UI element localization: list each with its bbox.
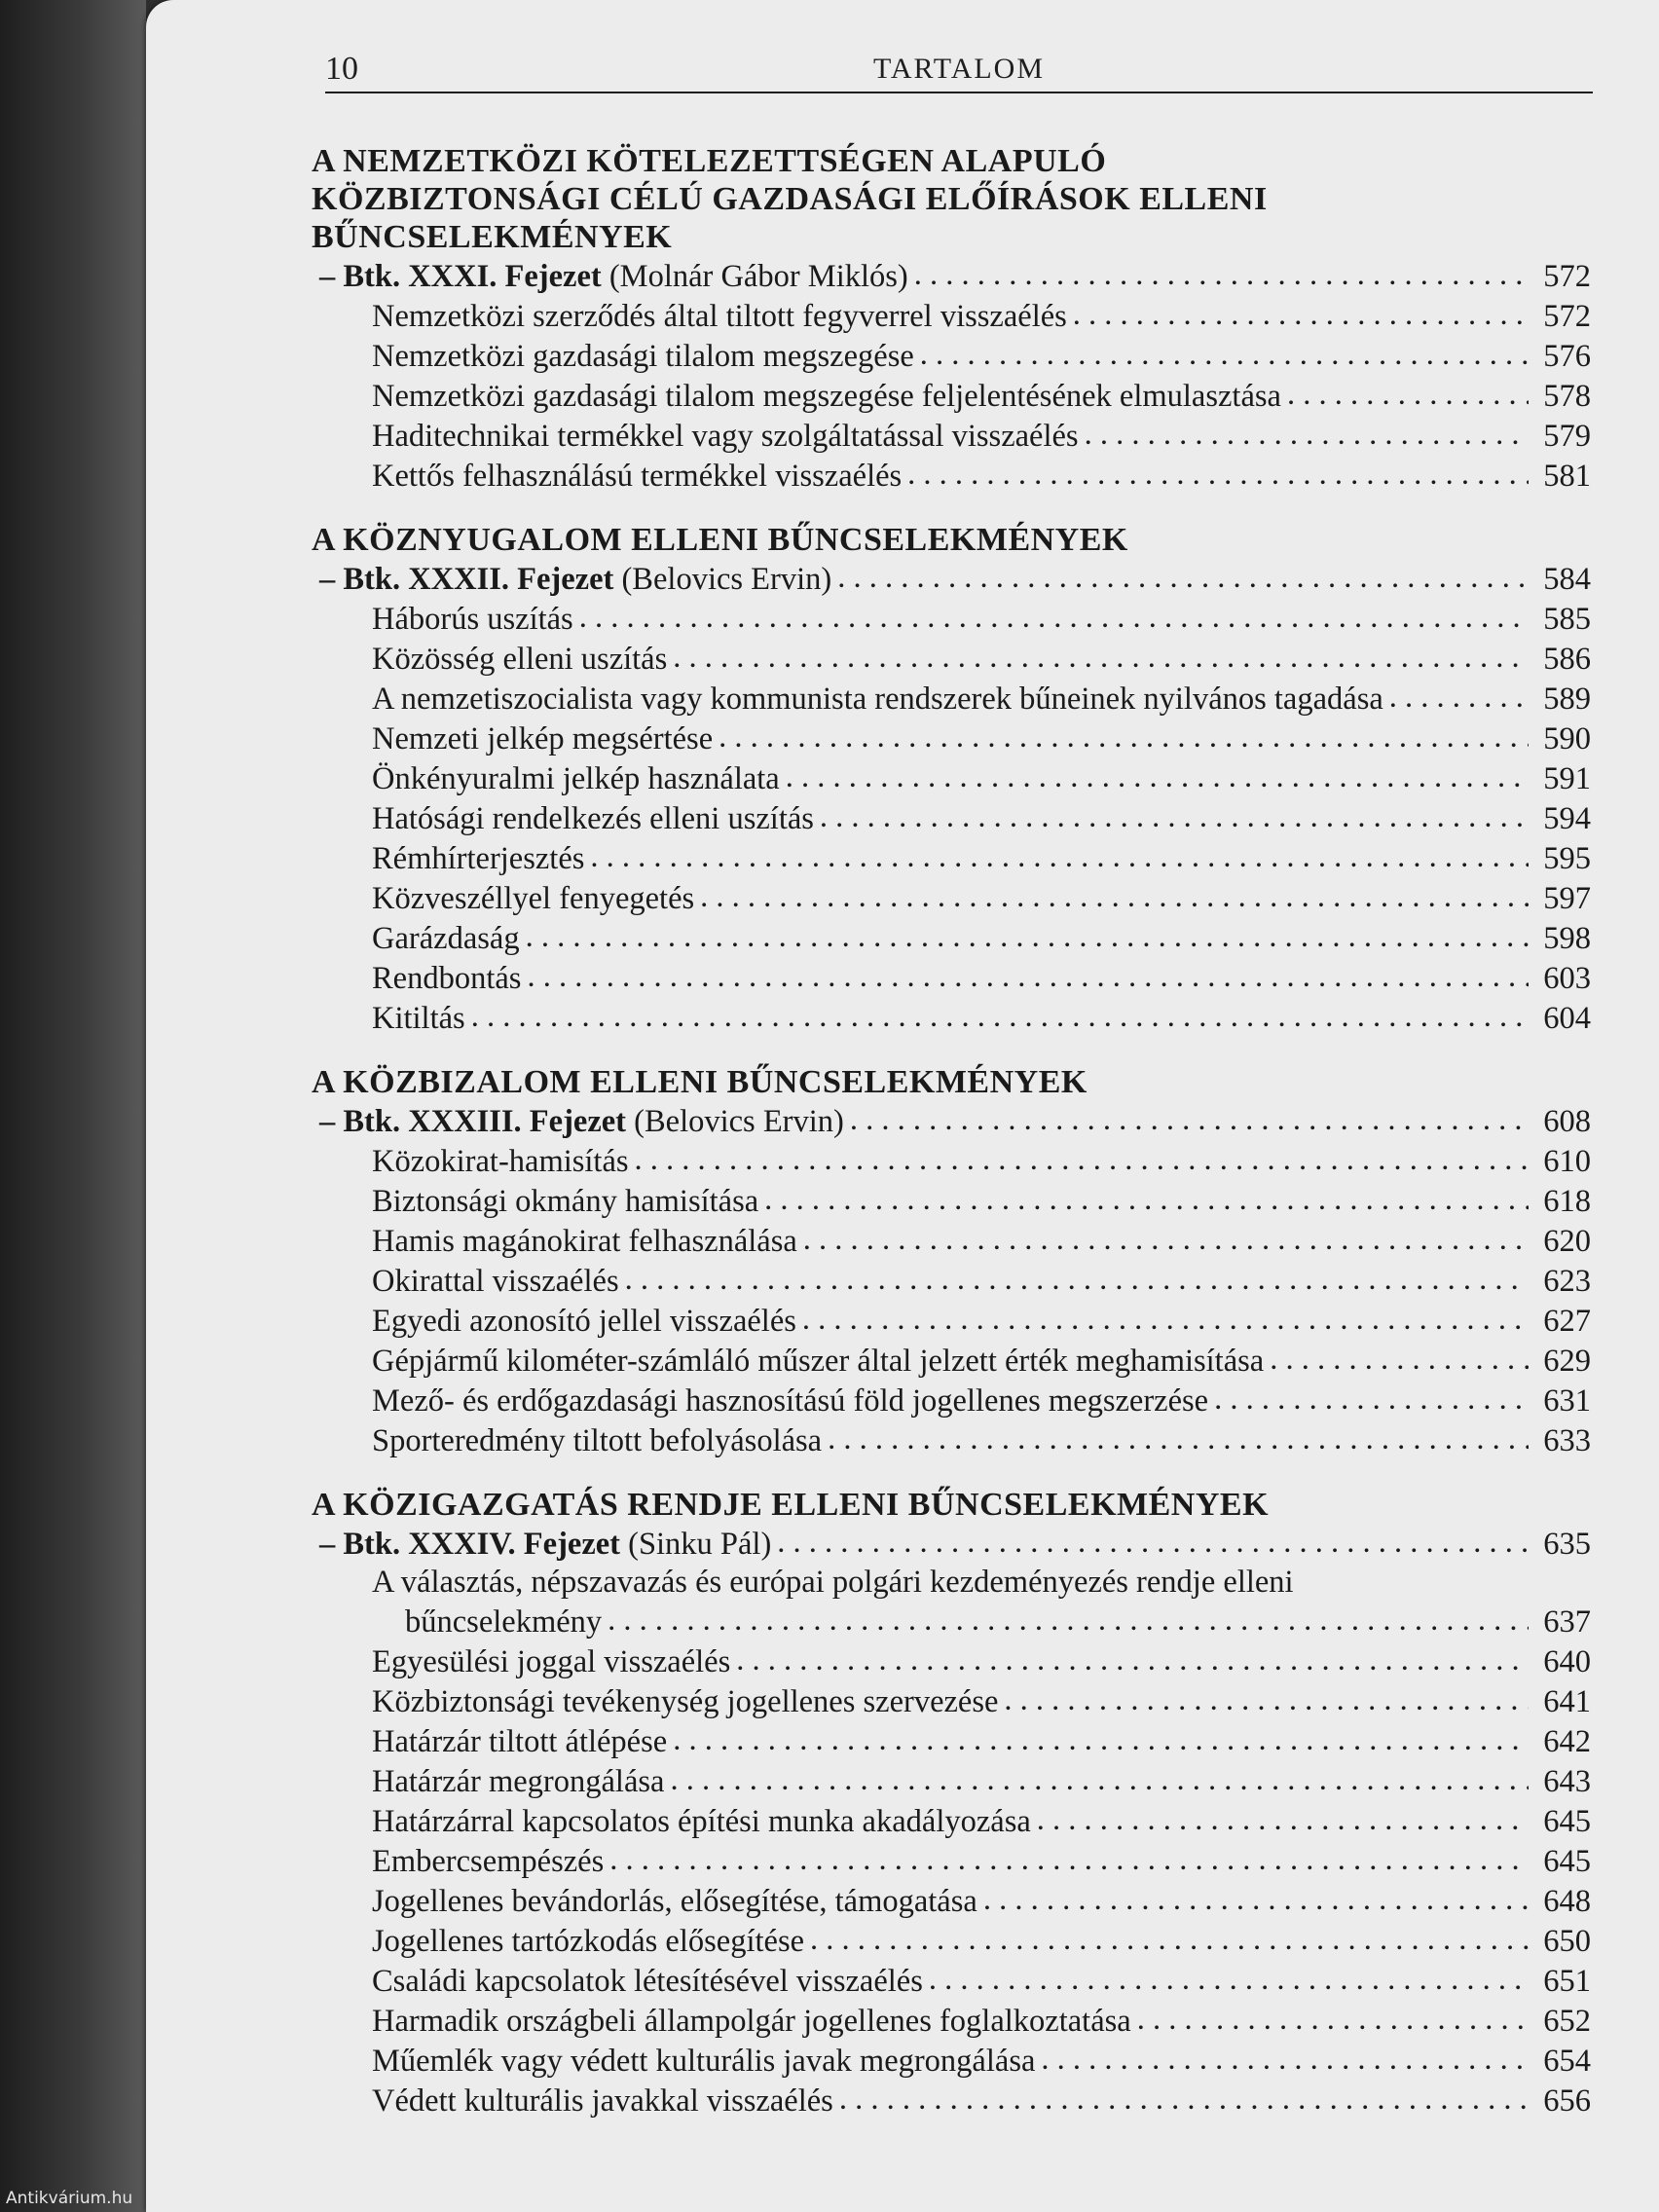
dot-leader	[670, 1761, 1529, 1801]
page-reference: 581	[1543, 459, 1591, 494]
chapter-number: – Btk. XXXIII. Fejezet	[319, 1104, 627, 1139]
entry-title: Határzár megrongálása	[372, 1764, 665, 1799]
page-reference: 627	[1543, 1304, 1591, 1339]
chapter-number: – Btk. XXXII. Fejezet	[319, 562, 614, 597]
entry-title: Kettős felhasználású termékkel visszaélés	[372, 459, 903, 494]
page-reference: 598	[1543, 921, 1591, 956]
entry-title: Kitiltás	[372, 1001, 465, 1036]
toc-entry	[312, 1301, 1591, 1341]
entry-title: bűncselekmény	[405, 1604, 603, 1640]
toc-entry	[312, 838, 1591, 878]
entry-title: Hamis magánokirat felhasználása	[372, 1224, 797, 1259]
toc-entry	[312, 1221, 1591, 1261]
running-head: TARTALOM	[872, 53, 1046, 85]
page-reference: 652	[1543, 2004, 1591, 2039]
dot-leader	[764, 1181, 1529, 1221]
dot-leader	[802, 1301, 1529, 1341]
dot-leader	[579, 599, 1529, 639]
entry-title: Nemzetközi gazdasági tilalom megszegése	[372, 339, 914, 374]
entry-title: Haditechnikai termékkel vagy szolgáltatással visszaélés	[372, 419, 1079, 454]
toc-entry	[312, 1261, 1591, 1301]
page-reference: 650	[1543, 1924, 1591, 1959]
page-header	[325, 43, 1593, 93]
section-title: A NEMZETKÖZI KÖTELEZETTSÉGEN ALAPULÓ KÖZBIZTONSÁGI CÉLÚ GAZDASÁGI ELŐÍRÁSOK ELLENI BŰNCSELEKMÉNYEK	[312, 143, 1268, 255]
section-title: A KÖZIGAZGATÁS RENDJE ELLENI BŰNCSELEKMÉNYEK	[312, 1487, 1270, 1523]
toc-entry	[312, 1721, 1591, 1761]
entry-title: Műemlék vagy védett kulturális javak megrongálása	[372, 2044, 1036, 2079]
dot-leader	[1004, 1681, 1529, 1721]
toc-entry	[312, 1641, 1591, 1681]
page-reference: 645	[1543, 1804, 1591, 1839]
dot-leader	[786, 758, 1529, 798]
entry-title: Jogellenes tartózkodás elősegítése	[372, 1924, 805, 1959]
page-reference: 623	[1543, 1264, 1591, 1299]
toc-entry	[312, 1420, 1591, 1460]
page-reference: 631	[1543, 1383, 1591, 1419]
chapter-author: (Belovics Ervin)	[626, 1104, 844, 1139]
page-reference: 640	[1543, 1644, 1591, 1679]
entry-title: Családi kapcsolatok létesítésével visszaélés	[372, 1964, 923, 1999]
toc-entry	[312, 1761, 1591, 1801]
page-reference: 656	[1543, 2083, 1591, 2119]
entry-title: Közbiztonsági tevékenység jogellenes szervezése	[372, 1684, 999, 1719]
toc-entry	[312, 878, 1591, 918]
page-reference: 591	[1543, 761, 1591, 796]
chapter-line	[312, 1524, 1591, 1564]
dot-leader	[803, 1221, 1529, 1261]
page-reference: 604	[1543, 1001, 1591, 1036]
dot-leader	[673, 639, 1529, 679]
dot-leader	[1214, 1381, 1529, 1420]
chapter-line	[312, 256, 1591, 296]
chapter-label	[319, 1103, 844, 1141]
page-reference: 641	[1543, 1684, 1591, 1719]
toc-section	[312, 1063, 1591, 1460]
entry-title: Rémhírterjesztés	[372, 841, 585, 876]
toc-entry	[312, 2041, 1591, 2081]
toc-entry	[312, 679, 1591, 719]
page-reference: 578	[1543, 379, 1591, 414]
dot-leader	[929, 1961, 1529, 2001]
toc-entry	[312, 639, 1591, 679]
dot-leader	[1137, 2001, 1529, 2041]
entry-title: Közösség elleni uszítás	[372, 642, 668, 677]
entry-title: Közokirat-hamisítás	[372, 1144, 629, 1179]
entry-title: Nemzetközi gazdasági tilalom megszegése feljelentésének elmulasztása	[372, 379, 1281, 414]
toc-entry	[312, 1921, 1591, 1961]
page-reference: 589	[1543, 682, 1591, 717]
dot-leader	[471, 998, 1529, 1038]
dot-leader	[820, 798, 1529, 838]
entry-title: A nemzetiszocialista vagy kommunista rendszerek bűneinek nyilvános tagadása	[372, 682, 1383, 717]
entry-title: Háborús uszítás	[372, 602, 573, 637]
dot-leader	[590, 838, 1529, 878]
entry-title: A választás, népszavazás és európai polgári kezdeményezés rendje elleni	[372, 1565, 1294, 1600]
toc-entry	[312, 456, 1591, 496]
page-number: 10	[325, 51, 358, 87]
entry-title: Nemzeti jelkép megsértése	[372, 721, 714, 756]
entry-title: Védett kulturális javakkal visszaélés	[372, 2083, 833, 2119]
dot-leader	[920, 336, 1529, 376]
entry-title: Harmadik országbeli állampolgár jogellenes foglalkoztatása	[372, 2004, 1131, 2039]
page-reference: 585	[1543, 602, 1591, 637]
toc-entry	[312, 2081, 1591, 2120]
book-spine-shadow	[0, 0, 146, 2212]
page-reference: 595	[1543, 841, 1591, 876]
table-of-contents	[312, 142, 1591, 2146]
dot-leader	[810, 1921, 1529, 1961]
toc-entry	[312, 998, 1591, 1038]
section-title: A KÖZNYUGALOM ELLENI BŰNCSELEKMÉNYEK	[312, 522, 1128, 558]
section-title: A KÖZBIZALOM ELLENI BŰNCSELEKMÉNYEK	[312, 1064, 1088, 1100]
dot-leader	[609, 1841, 1529, 1881]
entry-title: Embercsempészés	[372, 1844, 605, 1879]
toc-entry	[312, 798, 1591, 838]
chapter-line	[312, 1101, 1591, 1141]
page-reference: 635	[1543, 1527, 1591, 1562]
page-reference: 572	[1543, 299, 1591, 334]
chapter-label	[319, 561, 831, 599]
toc-entry	[312, 1341, 1591, 1381]
toc-section	[312, 1486, 1591, 2120]
dot-leader	[1037, 1801, 1529, 1841]
dot-leader	[914, 256, 1529, 296]
entry-title: Sporteredmény tiltott befolyásolása	[372, 1423, 823, 1458]
entry-title: Gépjármű kilométer-számláló műszer által jelzett érték meghamisítása	[372, 1344, 1265, 1379]
page-reference: 586	[1543, 642, 1591, 677]
dot-leader	[837, 559, 1529, 599]
dot-leader	[673, 1721, 1529, 1761]
dot-leader	[907, 456, 1529, 496]
dot-leader	[527, 958, 1529, 998]
dot-leader	[700, 878, 1529, 918]
chapter-number: – Btk. XXXI. Fejezet	[319, 259, 602, 294]
dot-leader	[1389, 679, 1529, 719]
entry-title: Határzárral kapcsolatos építési munka akadályozása	[372, 1804, 1031, 1839]
watermark: Antikvárium.hu	[6, 2189, 133, 2208]
toc-section	[312, 142, 1591, 496]
entry-title: Mező- és erdőgazdasági hasznosítású föld jogellenes megszerzése	[372, 1383, 1209, 1419]
chapter-number: – Btk. XXXIV. Fejezet	[319, 1527, 620, 1562]
dot-leader	[1041, 2041, 1529, 2081]
page-reference: 576	[1543, 339, 1591, 374]
dot-leader	[719, 719, 1529, 758]
page-reference: 610	[1543, 1144, 1591, 1179]
entry-title: Nemzetközi szerződés által tiltott fegyverrel visszaélés	[372, 299, 1067, 334]
toc-entry	[312, 1881, 1591, 1921]
toc-entry	[312, 599, 1591, 639]
page-reference: 637	[1543, 1604, 1591, 1640]
dot-leader	[1073, 296, 1529, 336]
page-reference: 579	[1543, 419, 1591, 454]
entry-title: Okirattal visszaélés	[372, 1264, 619, 1299]
chapter-label	[319, 258, 908, 296]
page-reference: 643	[1543, 1764, 1591, 1799]
chapter-line	[312, 559, 1591, 599]
page-reference: 618	[1543, 1184, 1591, 1219]
entry-title: Garázdaság	[372, 921, 520, 956]
toc-entry	[312, 2001, 1591, 2041]
page-reference: 651	[1543, 1964, 1591, 1999]
toc-entry	[312, 719, 1591, 758]
dot-leader	[608, 1602, 1529, 1641]
entry-title: Hatósági rendelkezés elleni uszítás	[372, 801, 814, 836]
toc-entry	[312, 1841, 1591, 1881]
dot-leader	[736, 1641, 1529, 1681]
dot-leader	[1287, 376, 1529, 416]
entry-title: Biztonsági okmány hamisítása	[372, 1184, 759, 1219]
toc-entry	[312, 1602, 1591, 1641]
toc-entry	[312, 336, 1591, 376]
page-reference: 572	[1543, 259, 1591, 294]
page-reference: 594	[1543, 801, 1591, 836]
page-reference: 620	[1543, 1224, 1591, 1259]
dot-leader	[1270, 1341, 1529, 1381]
page-reference: 642	[1543, 1724, 1591, 1759]
chapter-label	[319, 1526, 771, 1564]
toc-entry	[312, 416, 1591, 456]
toc-entry	[312, 1141, 1591, 1181]
page-reference: 584	[1543, 562, 1591, 597]
page-reference: 590	[1543, 721, 1591, 756]
entry-title: Önkényuralmi jelkép használata	[372, 761, 780, 796]
dot-leader	[983, 1881, 1529, 1921]
toc-entry	[312, 1801, 1591, 1841]
page-reference: 629	[1543, 1344, 1591, 1379]
dot-leader	[635, 1141, 1529, 1181]
toc-entry	[312, 1381, 1591, 1420]
entry-title: Határzár tiltott átlépése	[372, 1724, 668, 1759]
page-reference: 648	[1543, 1884, 1591, 1919]
page-reference: 645	[1543, 1844, 1591, 1879]
toc-entry	[312, 1181, 1591, 1221]
toc-section	[312, 521, 1591, 1038]
entry-title: Egyesülési joggal visszaélés	[372, 1644, 731, 1679]
dot-leader	[625, 1261, 1529, 1301]
page-reference: 597	[1543, 881, 1591, 916]
dot-leader	[828, 1420, 1529, 1460]
toc-entry	[312, 1564, 1591, 1602]
entry-title: Egyedi azonosító jellel visszaélés	[372, 1304, 796, 1339]
toc-entry	[312, 296, 1591, 336]
toc-entry	[312, 1961, 1591, 2001]
entry-title: Közveszéllyel fenyegetés	[372, 881, 695, 916]
toc-entry	[312, 1681, 1591, 1721]
page-reference: 608	[1543, 1104, 1591, 1139]
page-reference: 633	[1543, 1423, 1591, 1458]
entry-title: Rendbontás	[372, 961, 522, 996]
dot-leader	[839, 2081, 1529, 2120]
chapter-author: (Sinku Pál)	[620, 1527, 772, 1562]
page-reference: 654	[1543, 2044, 1591, 2079]
toc-entry	[312, 958, 1591, 998]
toc-entry	[312, 918, 1591, 958]
entry-title: Jogellenes bevándorlás, elősegítése, támogatása	[372, 1884, 977, 1919]
chapter-author: (Molnár Gábor Miklós)	[601, 259, 908, 294]
page-reference: 603	[1543, 961, 1591, 996]
dot-leader	[526, 918, 1529, 958]
dot-leader	[777, 1524, 1529, 1564]
dot-leader	[850, 1101, 1529, 1141]
toc-entry	[312, 376, 1591, 416]
dot-leader	[1085, 416, 1529, 456]
chapter-author: (Belovics Ervin)	[613, 562, 832, 597]
toc-entry	[312, 758, 1591, 798]
